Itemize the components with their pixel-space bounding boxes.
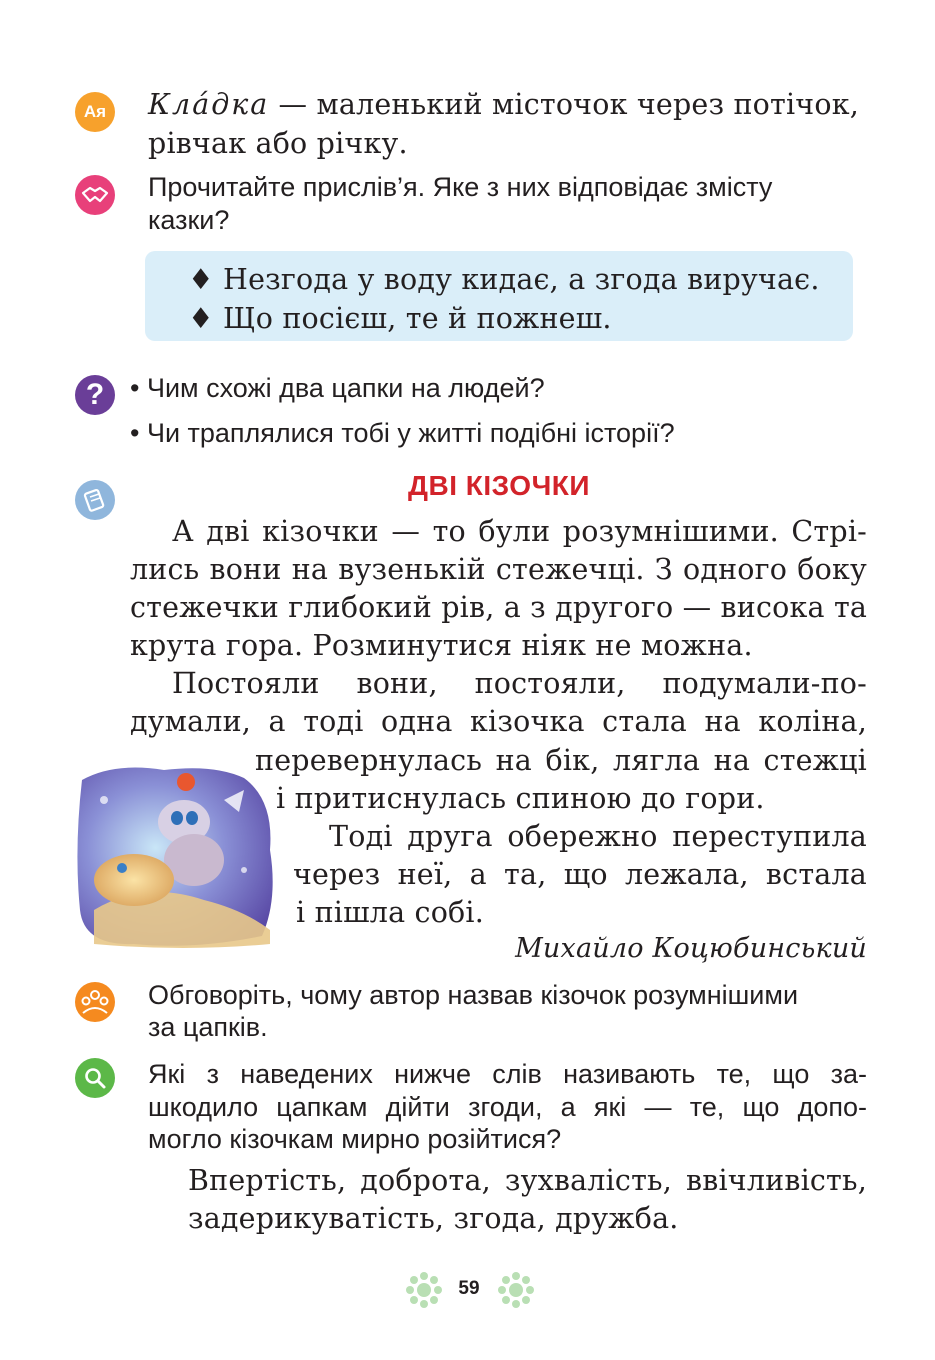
words-line-2: задерикуватість, згода, дружба.	[188, 1202, 679, 1235]
book-glyph	[82, 487, 108, 513]
dictionary-icon: Ая	[75, 92, 115, 132]
magnifier-glyph	[82, 1065, 108, 1091]
words-line-1: Впертість, доброта, зухвалість, ввічливість,	[188, 1164, 867, 1197]
question-2: • Чи траплялися тобі у житті подібні історії?	[130, 418, 675, 448]
group-glyph	[80, 988, 110, 1016]
goats-illustration-svg	[74, 760, 282, 950]
goats-illustration	[74, 760, 282, 950]
proverb-task-line-1: Прочитайте прислів’я. Яке з них відповідає змісту	[148, 172, 773, 202]
search-task-line-2: шкодило цапкам дійти згоди, а які — те, що допо-	[148, 1092, 867, 1122]
story-p1-line-2: лись вони на вузенькій стежечці. З одного боку	[130, 553, 867, 586]
search-task-line-1: Які з наведених нижче слів називають те, що за-	[148, 1059, 867, 1089]
definition-line-2: рівчак або річку.	[148, 127, 408, 160]
story-p1-line-3: стежечки глибокий рів, а з другого — висока та	[130, 591, 868, 624]
discuss-line-2: за цапків.	[148, 1012, 268, 1042]
proverb-1: ♦ Незгода у воду кидає, а згода виручає.	[188, 263, 820, 296]
definition-line-1	[148, 88, 859, 121]
story-p2-line-4: і притиснулась спиною до гори.	[276, 782, 765, 815]
book-icon	[75, 480, 115, 520]
definition-term: Кла́дка	[148, 88, 270, 121]
page-number: 59	[458, 1278, 480, 1299]
story-p1-line-4: крута гора. Розминутися ніяк не можна.	[130, 629, 753, 662]
story-p2-line-1: Постояли вони, постояли, подумали-по-	[172, 667, 867, 700]
handshake-icon	[75, 175, 115, 215]
question-icon: ?	[75, 375, 115, 415]
question-1: • Чим схожі два цапки на людей?	[130, 373, 545, 403]
story-title: ДВІ КІЗОЧКИ	[408, 470, 590, 501]
story-p2-line-3: перевернулась на бік, лягла на стежці	[255, 744, 867, 777]
story-author: Михайло Коцюбинський	[515, 933, 867, 964]
story-p1-line-1: А дві кізочки — то були розумнішими. Стрі-	[172, 515, 867, 548]
proverb-2: ♦ Що посієш, те й пожнеш.	[188, 302, 612, 335]
definition-text: — маленький місточок через потічок,	[269, 88, 859, 121]
handshake-glyph	[81, 185, 109, 205]
proverb-task-line-2: казки?	[148, 205, 230, 235]
left-flower-decoration-icon	[404, 1270, 444, 1310]
search-icon	[75, 1058, 115, 1098]
story-p3-line-1: Тоді друга обережно переступила	[329, 820, 867, 853]
discuss-line-1: Обговоріть, чому автор назвав кізочок розумнішими	[148, 980, 799, 1010]
story-p2-line-2: думали, а тоді одна кізочка стала на коліна,	[130, 705, 867, 738]
search-task-line-3: могло кізочкам мирно розійтися?	[148, 1124, 562, 1154]
right-flower-decoration-icon	[496, 1270, 536, 1310]
story-p3-line-2: через неї, а та, що лежала, встала	[293, 858, 867, 891]
story-p3-line-3: і пішла собі.	[296, 896, 484, 929]
group-discussion-icon	[75, 982, 115, 1022]
